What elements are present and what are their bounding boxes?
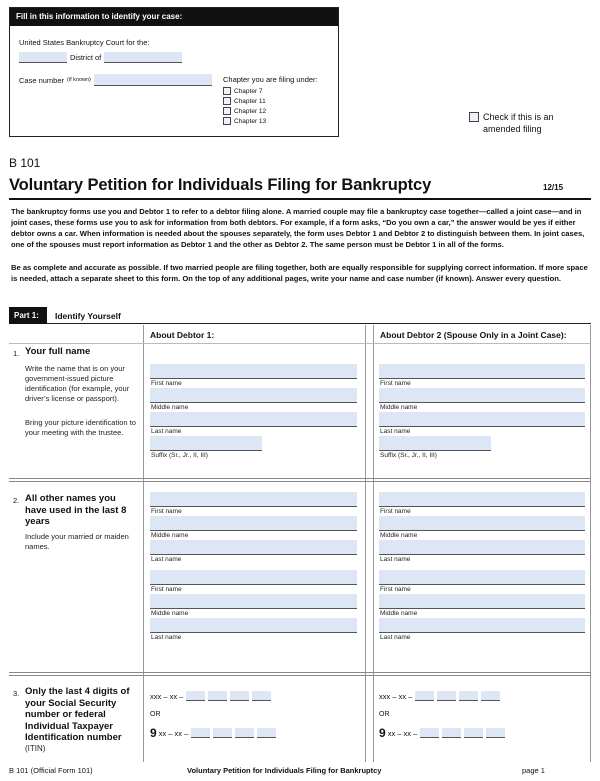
- debtor1-first-name-field[interactable]: [150, 364, 357, 378]
- field-underline: [379, 426, 585, 427]
- title-divider: [9, 198, 591, 200]
- footer-page-number: page 1: [522, 766, 545, 775]
- field-underline: [150, 426, 357, 427]
- itin-nine: 9: [379, 726, 386, 740]
- or-label: OR: [150, 711, 161, 718]
- field-underline: [379, 450, 491, 451]
- field-underline: [150, 554, 357, 555]
- debtor1-alt2-middle-name-field[interactable]: [150, 594, 357, 608]
- debtor2-alt-middle-name-field[interactable]: [379, 516, 585, 530]
- debtor1-itin-digit-2[interactable]: [213, 728, 232, 738]
- district-row: [19, 52, 182, 63]
- form-id: B 101: [9, 156, 41, 170]
- district-field[interactable]: [104, 52, 182, 63]
- debtor1-ssn-digit-4[interactable]: [252, 691, 271, 701]
- field-underline: [150, 632, 357, 633]
- or-label: OR: [379, 711, 390, 718]
- middle-name-label: Middle name: [151, 532, 189, 539]
- q2-description: Include your married or maiden names.: [25, 532, 129, 551]
- first-name-label: First name: [380, 380, 411, 387]
- chapter-option-12[interactable]: Chapter 12: [223, 106, 266, 116]
- suffix-label: Suffix (Sr., Jr., II, III): [151, 452, 208, 459]
- debtor2-middle-name-field[interactable]: [379, 388, 585, 402]
- field-underline: [150, 530, 357, 531]
- field-underline: [150, 402, 357, 403]
- row-divider: [9, 343, 591, 344]
- debtor2-ssn-digit-1[interactable]: [415, 691, 434, 701]
- district-state-field[interactable]: [19, 52, 67, 63]
- case-number-row: [19, 74, 212, 86]
- first-name-label: First name: [151, 508, 182, 515]
- debtor1-ssn-digit-3[interactable]: [230, 691, 249, 701]
- debtor1-itin-digit-4[interactable]: [257, 728, 276, 738]
- debtor1-alt-last-name-field[interactable]: [150, 540, 357, 554]
- court-label: United States Bankruptcy Court for the:: [19, 38, 150, 47]
- debtor2-ssn-digit-2[interactable]: [437, 691, 456, 701]
- part1-title: Identify Yourself: [55, 311, 121, 321]
- last-name-label: Last name: [380, 556, 411, 563]
- row-divider: [9, 672, 591, 673]
- q2-title: All other names you have used in the last 8 years: [25, 493, 127, 527]
- debtor1-alt2-last-name-field[interactable]: [150, 618, 357, 632]
- case-number-label: Case number: [19, 75, 65, 85]
- field-underline: [379, 608, 585, 609]
- amended-checkbox[interactable]: [469, 112, 479, 122]
- debtor1-suffix-field[interactable]: [150, 436, 262, 450]
- debtor2-last-name-field[interactable]: [379, 412, 585, 426]
- checkbox-icon[interactable]: [223, 107, 231, 115]
- part1-header: [9, 307, 591, 324]
- q1-note: Bring your picture identification to your meeting with the trustee.: [25, 418, 136, 437]
- q3-itin: (ITIN): [25, 744, 46, 753]
- debtor1-ssn-row: [150, 691, 271, 701]
- middle-name-label: Middle name: [151, 610, 189, 617]
- debtor1-last-name-field[interactable]: [150, 412, 357, 426]
- debtor1-alt-first-name-field[interactable]: [150, 492, 357, 506]
- debtor1-itin-row: [150, 726, 276, 740]
- field-underline: [379, 554, 585, 555]
- q3-title: Only the last 4 digits of your Social Security number or federal Individual Taxpayer Identification number: [25, 686, 130, 743]
- q1-title: Your full name: [25, 346, 91, 357]
- itin-prefix: xx – xx –: [387, 728, 418, 738]
- last-name-label: Last name: [151, 556, 182, 563]
- footer-form-title: Voluntary Petition for Individuals Filing for Bankruptcy: [187, 766, 382, 775]
- debtor2-itin-digit-4[interactable]: [486, 728, 505, 738]
- chapter-label: Chapter you are filing under:: [223, 75, 318, 84]
- debtor2-alt-last-name-field[interactable]: [379, 540, 585, 554]
- checkbox-icon[interactable]: [223, 87, 231, 95]
- field-underline: [150, 608, 357, 609]
- first-name-label: First name: [380, 586, 411, 593]
- form-version: 12/15: [543, 183, 564, 192]
- debtor2-itin-digit-1[interactable]: [420, 728, 439, 738]
- debtor2-first-name-field[interactable]: [379, 364, 585, 378]
- debtor1-alt-middle-name-field[interactable]: [150, 516, 357, 530]
- chapter-option-13[interactable]: Chapter 13: [223, 116, 266, 126]
- column-divider-1: [143, 325, 144, 762]
- chapter-option-7[interactable]: Chapter 7: [223, 86, 266, 96]
- debtor2-alt2-first-name-field[interactable]: [379, 570, 585, 584]
- chapter-option-11[interactable]: Chapter 11: [223, 96, 266, 106]
- debtor2-itin-row: [379, 726, 505, 740]
- debtor1-itin-digit-3[interactable]: [235, 728, 254, 738]
- middle-name-label: Middle name: [151, 404, 189, 411]
- debtor1-ssn-digit-1[interactable]: [186, 691, 205, 701]
- debtor1-header: About Debtor 1:: [150, 330, 215, 340]
- debtor2-ssn-digit-4[interactable]: [481, 691, 500, 701]
- debtor1-middle-name-field[interactable]: [150, 388, 357, 402]
- debtor2-ssn-digit-3[interactable]: [459, 691, 478, 701]
- last-name-label: Last name: [380, 428, 411, 435]
- amended-label: Check if this is an amended filing: [483, 112, 554, 134]
- field-underline: [150, 450, 262, 451]
- last-name-label: Last name: [151, 428, 182, 435]
- field-underline: [379, 402, 585, 403]
- first-name-label: First name: [151, 380, 182, 387]
- checkbox-icon[interactable]: [223, 117, 231, 125]
- q2-number: 2.: [13, 496, 20, 505]
- column-divider-3: [373, 325, 374, 762]
- debtor2-header: About Debtor 2 (Spouse Only in a Joint Case):: [380, 330, 567, 340]
- debtor2-ssn-row: [379, 691, 500, 701]
- amended-filing-option[interactable]: [469, 111, 579, 135]
- debtor1-itin-digit-1[interactable]: [191, 728, 210, 738]
- footer-form-number: B 101 (Official Form 101): [9, 766, 93, 775]
- field-underline: [379, 584, 585, 585]
- ssn-prefix: xxx – xx –: [150, 691, 184, 701]
- intro-paragraph-1: The bankruptcy forms use you and Debtor 1 to refer to a debtor filing alone. A married couple may file a bankruptcy case together—called a joint case—and in joint cases, these forms use you to ask for information from both debtors. For example, if a form asks, “Do you own a car,” the answer would be yes if either debtor owns a car. When information is needed about the spouses separately, the form uses Debtor 1 and Debtor 2 to distinguish between them. In joint cases, one of the spouses must report information as Debtor 1 and the other as Debtor 2. The same person must be Debtor 1 in all of the forms.: [11, 207, 585, 249]
- debtor1-ssn-digit-2[interactable]: [208, 691, 227, 701]
- last-name-label: Last name: [380, 634, 411, 641]
- field-underline: [150, 506, 357, 507]
- field-underline: [379, 632, 585, 633]
- itin-nine: 9: [150, 726, 157, 740]
- field-underline: [379, 506, 585, 507]
- debtor2-alt2-last-name-field[interactable]: [379, 618, 585, 632]
- q1-number: 1.: [13, 349, 20, 358]
- case-box-header: Fill in this information to identify your case:: [10, 8, 338, 26]
- field-underline: [150, 378, 357, 379]
- district-label: District of: [70, 53, 102, 62]
- first-name-label: First name: [380, 508, 411, 515]
- row-divider: [9, 478, 591, 479]
- ssn-prefix: xxx – xx –: [379, 691, 413, 701]
- debtor2-itin-digit-2[interactable]: [442, 728, 461, 738]
- part1-tag: Part 1:: [9, 307, 47, 324]
- first-name-label: First name: [151, 586, 182, 593]
- debtor2-suffix-field[interactable]: [379, 436, 491, 450]
- intro-paragraph-2: Be as complete and accurate as possible. If two married people are filing together, both are equally responsible for supplying correct information. If more space is needed, attach a separate sheet to this form. On the top of any additional pages, write your name and case number (if known). Answer every question.: [11, 263, 588, 283]
- row-divider: [9, 675, 591, 676]
- row-divider: [9, 481, 591, 482]
- itin-prefix: xx – xx –: [158, 728, 189, 738]
- debtor2-alt2-middle-name-field[interactable]: [379, 594, 585, 608]
- form-title: Voluntary Petition for Individuals Filing for Bankruptcy: [9, 176, 432, 194]
- debtor2-itin-digit-3[interactable]: [464, 728, 483, 738]
- column-divider-right: [590, 325, 591, 762]
- last-name-label: Last name: [151, 634, 182, 641]
- case-info-box: [9, 7, 339, 137]
- debtor1-alt2-first-name-field[interactable]: [150, 570, 357, 584]
- field-underline: [379, 378, 585, 379]
- case-number-note: (if known): [67, 77, 91, 83]
- q1-description: Write the name that is on your government-issued picture identification (for example, your driver’s license or passport).: [25, 364, 130, 403]
- column-divider-2: [365, 325, 366, 762]
- checkbox-icon[interactable]: [223, 97, 231, 105]
- chapter-options: [223, 86, 266, 126]
- field-underline: [379, 530, 585, 531]
- middle-name-label: Middle name: [380, 610, 418, 617]
- q3-number: 3.: [13, 689, 20, 698]
- debtor2-alt-first-name-field[interactable]: [379, 492, 585, 506]
- case-number-field[interactable]: [94, 74, 212, 86]
- field-underline: [150, 584, 357, 585]
- middle-name-label: Middle name: [380, 532, 418, 539]
- middle-name-label: Middle name: [380, 404, 418, 411]
- suffix-label: Suffix (Sr., Jr., II, III): [380, 452, 437, 459]
